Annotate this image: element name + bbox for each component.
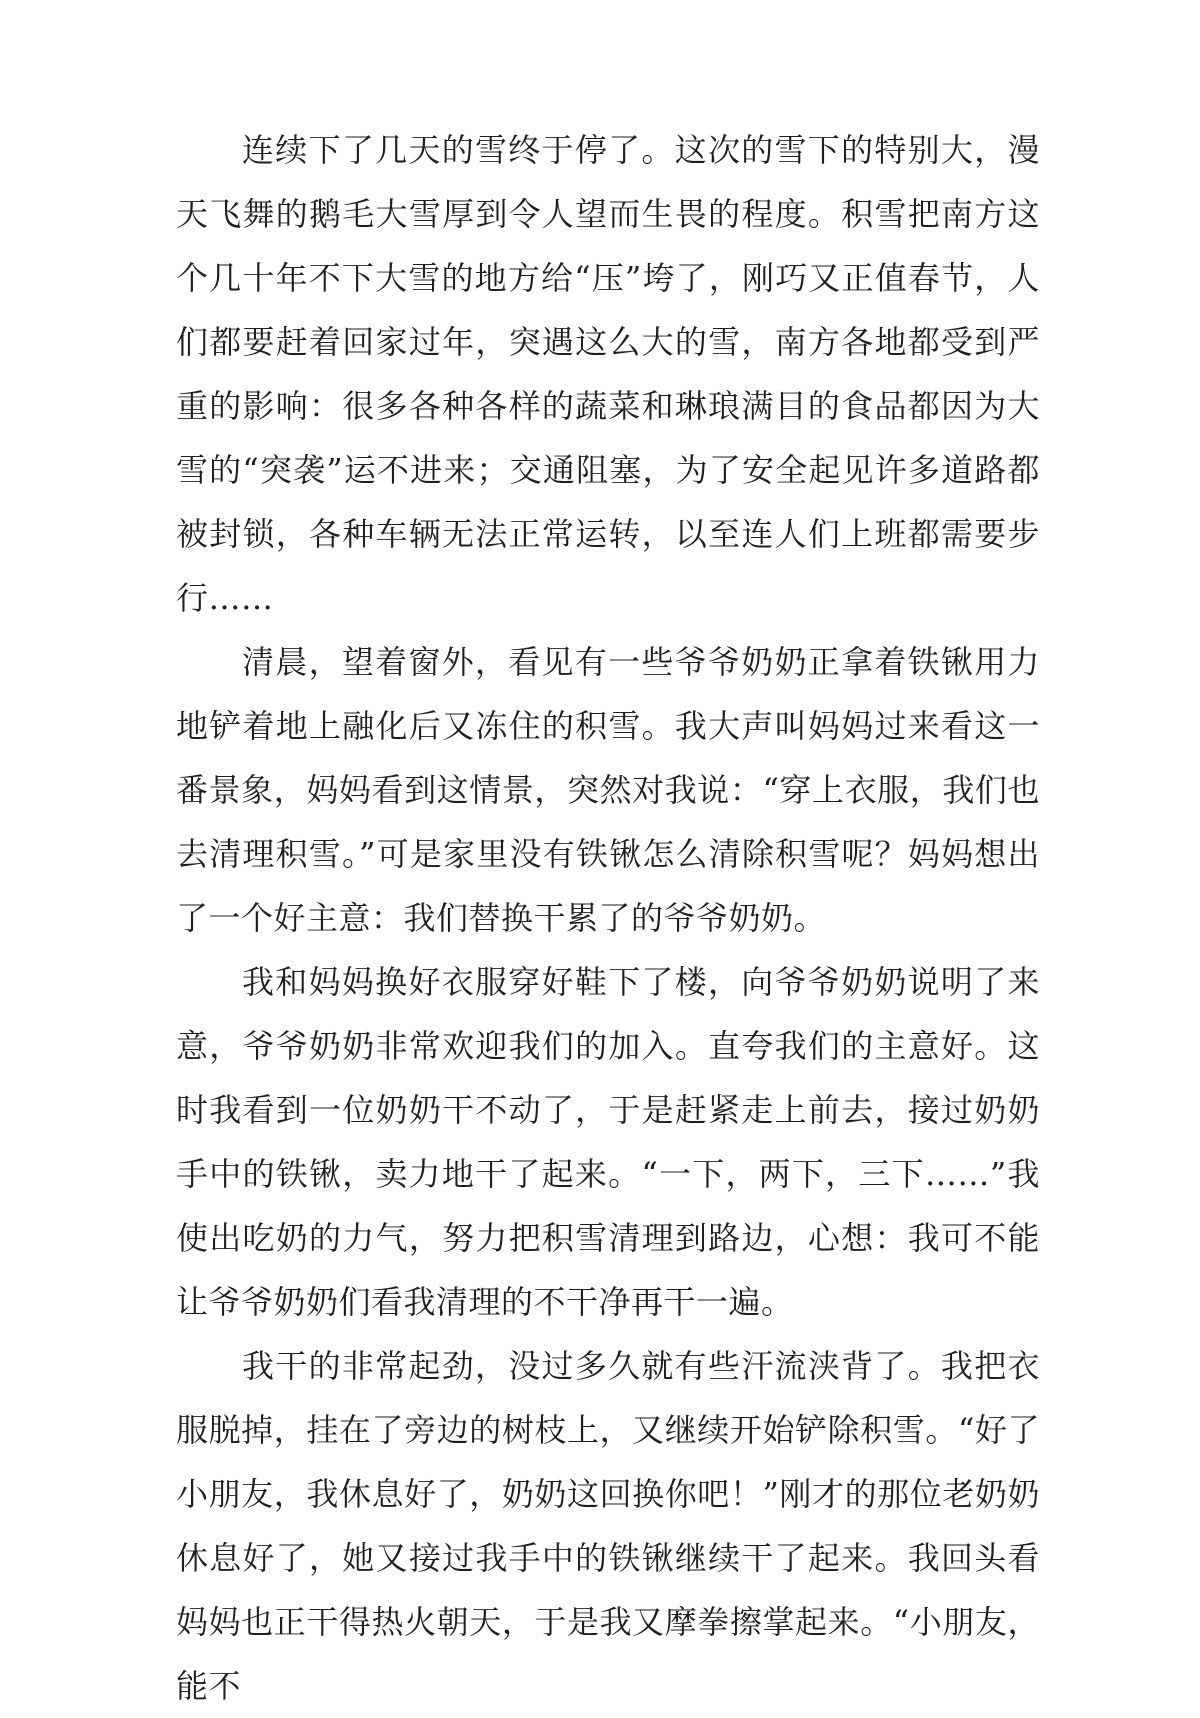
paragraph-3: 我和妈妈换好衣服穿好鞋下了楼，向爷爷奶奶说明了来意，爷爷奶奶非常欢迎我们的加入。直夸我们的主意好。这时我看到一位奶奶干不动了，于是赶紧走上前去，接过奶奶手中的铁锹，卖力地干了起来。“一下，两下，三下……”我使出吃奶的力气，努力把积雪清理到路边，心想：我可不能让爷爷奶奶们看我清理的不干净再干一遍。 [176,963,1040,1321]
paragraph-4: 我干的非常起劲，没过多久就有些汗流浃背了。我把衣服脱掉，挂在了旁边的树枝上，又继续开始铲除积雪。“好了小朋友，我休息好了，奶奶这回换你吧！”刚才的那位老奶奶休息好了，她又接过我手中的铁锹继续干了起来。我回头看妈妈也正干得热火朝天，于是我又摩拳擦掌起来。“小朋友，能不 [176,1347,1040,1705]
paragraph-1: 连续下了几天的雪终于停了。这次的雪下的特别大，漫天飞舞的鹅毛大雪厚到令人望而生畏的程度。积雪把南方这个几十年不下大雪的地方给“压”垮了，刚巧又正值春节，人们都要赶着回家过年，突遇这么大的雪，南方各地都受到严重的影响：很多各种各样的蔬菜和琳琅满目的食品都因为大雪的“突袭”运不进来；交通阻塞，为了安全起见许多道路都被封锁，各种车辆无法正常运转，以至连人们上班都需要步行…… [176,131,1040,617]
document-body [176,118,1040,1718]
paragraph-2: 清晨，望着窗外，看见有一些爷爷奶奶正拿着铁锹用力地铲着地上融化后又冻住的积雪。我大声叫妈妈过来看这一番景象，妈妈看到这情景，突然对我说：“穿上衣服，我们也去清理积雪。”可是家里没有铁锹怎么清除积雪呢？妈妈想出了一个好主意：我们替换干累了的爷爷奶奶。 [176,643,1040,937]
